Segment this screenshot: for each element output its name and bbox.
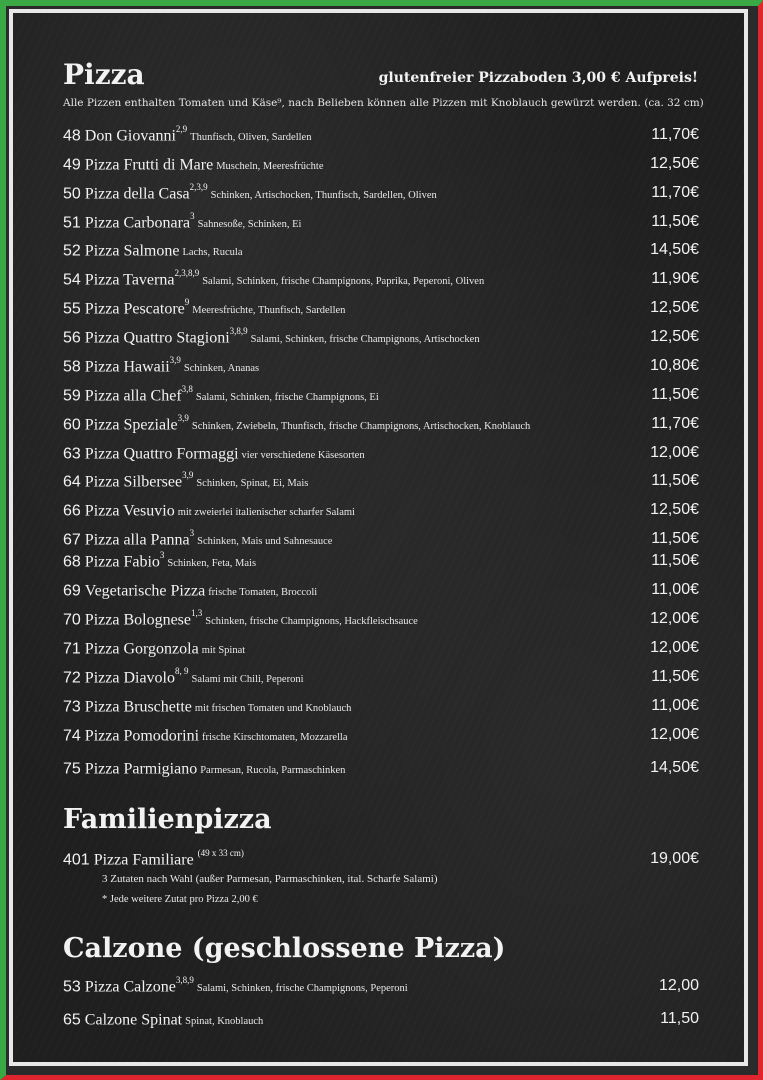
item-number: 401 (63, 851, 90, 869)
item-allergens: 1,3 (191, 608, 203, 618)
item-description: Salami, Schinken, frische Champignons, Artischocken (250, 334, 480, 346)
familiare-note-2: * Jede weitere Zutat pro Pizza 2,00 € (102, 894, 258, 905)
menu-item (63, 977, 699, 1001)
menu-item (63, 213, 699, 237)
menu-item (63, 299, 699, 323)
item-price: 11,50 (660, 1010, 699, 1027)
item-allergens: 3 (190, 211, 195, 221)
item-price: 12,00€ (650, 639, 699, 656)
item-description: Schinken, Ananas (183, 363, 260, 375)
item-name: Pizza Fabio (84, 553, 160, 571)
item-allergens: 3 (159, 550, 165, 560)
item-allergens: 3,8 (181, 384, 193, 394)
item-allergens: 2,3,9 (189, 182, 208, 192)
item-number: 64 (63, 473, 81, 491)
item-number: 75 (63, 760, 81, 778)
item-price: 12,50€ (650, 501, 699, 518)
menu-item (63, 668, 699, 692)
item-price: 11,00€ (651, 581, 699, 598)
menu-item (63, 357, 699, 381)
item-number: 68 (63, 553, 81, 571)
item-description: Schinken, Zwiebeln, Thunfisch, frische Champignons, Artischocken, Knoblauch (191, 421, 531, 433)
item-description: vier verschiedene Käsesorten (241, 450, 365, 462)
item-price: 12,50€ (650, 155, 699, 172)
item-price: 14,50€ (650, 759, 699, 776)
item-description: Schinken, Feta, Mais (167, 558, 257, 570)
menu-item-familiare (63, 850, 699, 874)
item-price: 11,00€ (651, 697, 699, 714)
item-price: 12,00€ (650, 444, 699, 461)
item-number: 51 (63, 214, 81, 232)
section-title-familienpizza: Familienpizza (63, 804, 272, 835)
section-title-pizza: Pizza (63, 58, 145, 91)
item-description: Salami, Schinken, frische Champignons, Ei (195, 392, 379, 404)
item-price: 11,50€ (651, 386, 699, 403)
item-price: 11,70€ (651, 184, 699, 201)
menu-item (63, 270, 699, 294)
item-number: 50 (63, 185, 81, 203)
item-description: Schinken, frische Champignons, Hackfleischsauce (205, 616, 418, 628)
item-description: Meeresfrüchte, Thunfisch, Sardellen (192, 305, 346, 317)
menu-item (63, 328, 699, 352)
item-name: Pizza Vesuvio (84, 502, 175, 520)
item-name: Pizza Frutti di Mare (84, 156, 214, 174)
menu-item (63, 472, 699, 496)
item-description: Salami mit Chili, Peperoni (191, 674, 304, 686)
item-allergens: 3,9 (169, 355, 181, 365)
item-description: frische Kirschtomaten, Mozzarella (202, 732, 348, 744)
item-price: 12,50€ (650, 299, 699, 316)
item-number: 56 (63, 329, 81, 347)
item-price: 11,70€ (651, 415, 699, 432)
item-number: 73 (63, 698, 81, 716)
menu-item (63, 415, 699, 439)
menu-item (63, 444, 699, 468)
item-description: Schinken, Spinat, Ei, Mais (196, 478, 309, 490)
item-price: 11,50€ (651, 530, 699, 547)
item-allergens: 9 (184, 297, 190, 307)
menu-item (63, 241, 699, 265)
item-allergens: 3,9 (182, 470, 194, 480)
item-name: Pizza Pescatore (84, 300, 185, 318)
item-price: 12,00€ (650, 726, 699, 743)
item-price: 19,00€ (650, 850, 699, 867)
item-number: 49 (63, 156, 81, 174)
item-name: Pizza Diavolo (84, 669, 175, 687)
item-number: 54 (63, 271, 81, 289)
item-description: Thunfisch, Oliven, Sardellen (190, 132, 312, 144)
menu-item (63, 530, 699, 554)
item-name: Pizza Familiare (93, 851, 194, 869)
menu-item (63, 759, 699, 783)
item-number: 74 (63, 727, 81, 745)
menu-item (63, 552, 699, 576)
familiare-note-1: 3 Zutaten nach Wahl (außer Parmesan, Parmaschinken, ital. Scharfe Salami) (102, 873, 438, 885)
menu-item (63, 610, 699, 634)
item-size: (49 x 33 cm) (197, 848, 244, 858)
item-name: Pizza Silbersee (84, 473, 183, 491)
item-description: Muscheln, Meeresfrüchte (216, 161, 324, 173)
item-description: frische Tomaten, Broccoli (208, 587, 318, 599)
item-number: 66 (63, 502, 81, 520)
item-name: Pizza Salmone (84, 242, 180, 260)
item-description: Schinken, Mais und Sahnesauce (197, 536, 333, 548)
item-name: Pizza Quattro Stagioni (84, 329, 230, 347)
menu-item (63, 126, 699, 150)
item-number: 55 (63, 300, 81, 318)
item-description: mit frischen Tomaten und Knoblauch (194, 703, 352, 715)
item-number: 69 (63, 582, 81, 600)
item-allergens: 3,8,9 (229, 326, 248, 336)
item-number: 67 (63, 531, 81, 549)
item-price: 10,80€ (650, 357, 699, 374)
item-price: 11,50€ (651, 552, 699, 569)
item-price: 11,70€ (651, 126, 699, 143)
menu-item (63, 697, 699, 721)
item-number: 52 (63, 242, 81, 260)
menu-item (63, 581, 699, 605)
item-description: Lachs, Rucula (182, 247, 243, 259)
item-number: 58 (63, 358, 81, 376)
item-name: Pizza Speziale (84, 416, 178, 434)
item-name: Pizza Calzone (84, 978, 176, 996)
item-price: 12,00 (658, 977, 699, 994)
item-price: 11,90€ (651, 270, 699, 287)
gluten-free-note: glutenfreier Pizzaboden 3,00 € Aufpreis! (378, 70, 698, 86)
item-name: Vegetarische Pizza (84, 582, 206, 600)
item-name: Pizza Hawaii (84, 358, 170, 376)
item-number: 53 (63, 978, 81, 996)
item-price: 12,50€ (650, 328, 699, 345)
pizza-subtitle: Alle Pizzen enthalten Tomaten und Käse⁹, nach Belieben können alle Pizzen mit Knoblauch gewürzt werden. (ca. 32 cm) (63, 97, 704, 109)
item-name: Pizza Bolognese (84, 611, 191, 629)
item-name: Pizza Quattro Formaggi (84, 445, 239, 463)
menu-item (63, 726, 699, 750)
item-description: Parmesan, Rucola, Parmaschinken (200, 765, 346, 777)
item-allergens: 8, 9 (175, 666, 189, 676)
item-allergens: 2,9 (175, 124, 188, 134)
item-description: mit zweierlei italienischer scharfer Salami (177, 507, 355, 519)
item-name: Don Giovanni (84, 127, 176, 145)
item-allergens: 3 (189, 528, 195, 538)
menu-item (63, 386, 699, 410)
item-allergens: 3,8,9 (175, 975, 194, 985)
item-number: 60 (63, 416, 81, 434)
item-name: Pizza Parmigiano (84, 760, 198, 778)
item-number: 65 (63, 1011, 81, 1029)
menu-item (63, 501, 699, 525)
item-allergens: 2,3,8,9 (174, 268, 200, 278)
item-name: Pizza Gorgonzola (84, 640, 199, 658)
item-number: 72 (63, 669, 81, 687)
item-description: Spinat, Knoblauch (185, 1016, 264, 1028)
item-price: 12,00€ (650, 610, 699, 627)
item-name: Pizza alla Panna (84, 531, 190, 549)
menu-item (63, 1010, 699, 1034)
item-name: Pizza della Casa (84, 185, 190, 203)
item-description: Salami, Schinken, frische Champignons, Peperoni (196, 983, 408, 995)
item-name: Pizza Pomodorini (84, 727, 200, 745)
item-number: 59 (63, 387, 81, 405)
item-price: 11,50€ (651, 213, 699, 230)
item-number: 63 (63, 445, 81, 463)
menu-item (63, 639, 699, 663)
item-name: Pizza Taverna (84, 271, 175, 289)
menu-item (63, 184, 699, 208)
item-name: Pizza Carbonara (84, 214, 191, 232)
item-price: 14,50€ (650, 241, 699, 258)
item-name: Pizza Bruschette (84, 698, 192, 716)
item-number: 48 (63, 127, 81, 145)
item-price: 11,50€ (651, 668, 699, 685)
section-title-calzone: Calzone (geschlossene Pizza) (63, 933, 506, 964)
item-price: 11,50€ (651, 472, 699, 489)
item-description: Schinken, Artischocken, Thunfisch, Sardellen, Oliven (210, 190, 437, 202)
menu-item (63, 155, 699, 179)
item-number: 71 (63, 640, 81, 658)
item-description: Salami, Schinken, frische Champignons, Paprika, Peperoni, Oliven (202, 276, 485, 288)
item-name: Pizza alla Chef (84, 387, 182, 405)
item-number: 70 (63, 611, 81, 629)
item-name: Calzone Spinat (84, 1011, 183, 1029)
item-allergens: 3,9 (177, 413, 189, 423)
item-description: mit Spinat (201, 645, 246, 657)
item-description: Sahnesoße, Schinken, Ei (197, 219, 302, 231)
